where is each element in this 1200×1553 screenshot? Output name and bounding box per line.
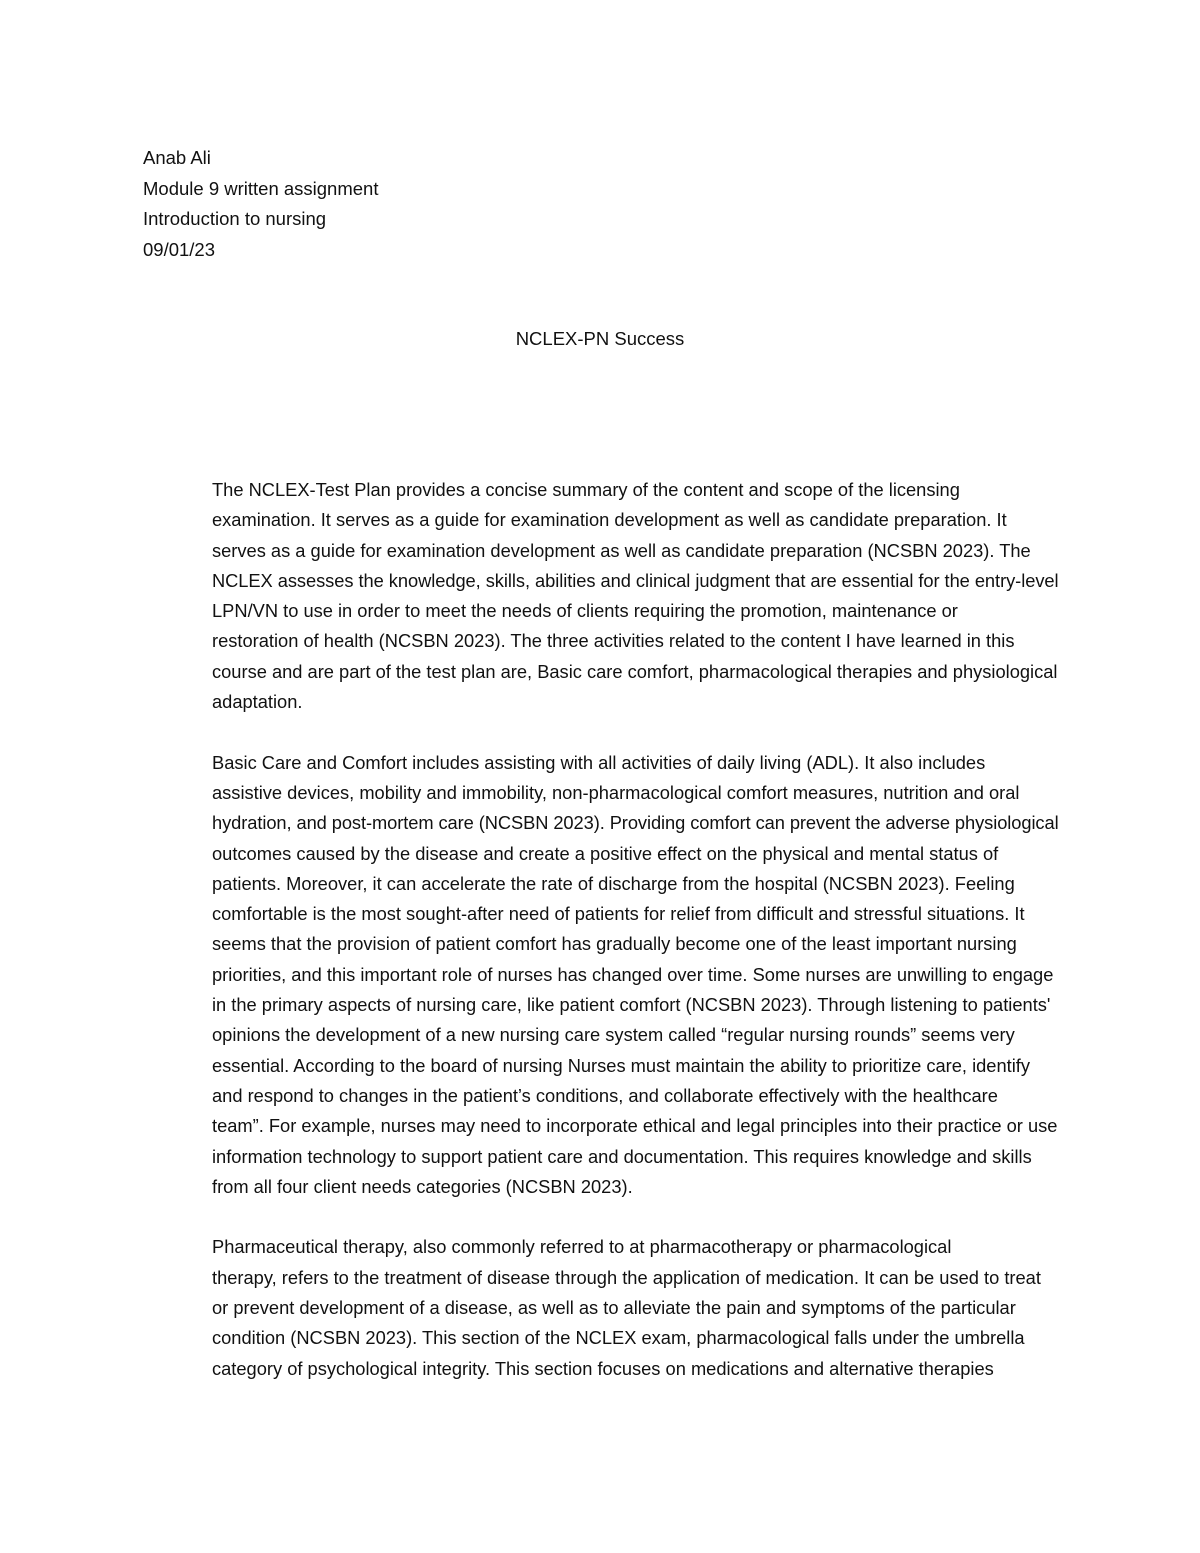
paragraph — [143, 1232, 1059, 1383]
author-name: Anab Ali — [143, 147, 211, 168]
paragraph-line: condition (NCSBN 2023). This section of the NCLEX exam, pharmacological falls under the umbrella — [212, 1327, 1025, 1349]
paragraph-line: adaptation. — [212, 691, 303, 713]
paragraph-line: serves as a guide for examination development as well as candidate preparation (NCSBN 2023). The — [212, 539, 1031, 561]
paragraph-line: assistive devices, mobility and immobility, non-pharmacological comfort measures, nutrition and oral — [212, 781, 1020, 803]
paragraph-line: essential. According to the board of nursing Nurses must maintain the ability to prioritize care, identify — [212, 1054, 1030, 1076]
paragraph-line: restoration of health (NCSBN 2023). The three activities related to the content I have learned in this — [212, 630, 1015, 652]
paragraph-line: NCLEX assesses the knowledge, skills, abilities and clinical judgment that are essential for the entry-level — [212, 569, 1059, 591]
document-header — [143, 143, 378, 265]
paragraph-line: patients. Moreover, it can accelerate the rate of discharge from the hospital (NCSBN 2023). Feeling — [212, 872, 1015, 894]
paragraph-line: hydration, and post-mortem care (NCSBN 2023). Providing comfort can prevent the adverse physiological — [212, 812, 1059, 834]
paragraph — [143, 748, 1059, 1202]
paragraph-line: and respond to changes in the patient’s conditions, and collaborate effectively with the healthcare — [212, 1084, 998, 1106]
paragraph-line: examination. It serves as a guide for examination development as well as candidate preparation. It — [212, 509, 1007, 531]
paragraph — [143, 475, 1059, 717]
paragraph-line: opinions the development of a new nursing care system called “regular nursing rounds” seems very — [212, 1024, 1015, 1046]
paragraph-line: priorities, and this important role of nurses has changed over time. Some nurses are unwilling to engage — [212, 963, 1054, 985]
paragraph-line: seems that the provision of patient comfort has gradually become one of the least important nursing — [212, 933, 1017, 955]
course-name: Introduction to nursing — [143, 208, 327, 229]
document-title: NCLEX-PN Success — [515, 328, 685, 349]
paragraph-line: The NCLEX-Test Plan provides a concise summary of the content and scope of the licensing — [212, 479, 960, 500]
paragraph-line: course and are part of the test plan are, Basic care comfort, pharmacological therapies and physiological — [212, 660, 1058, 682]
paragraph-line: comfortable is the most sought-after need of patients for relief from difficult and stressful situations. It — [212, 903, 1025, 925]
document-date: 09/01/23 — [143, 238, 216, 260]
paragraph-line: information technology to support patient care and documentation. This requires knowledge and skills — [212, 1145, 1032, 1167]
paragraph-line: or prevent development of a disease, as well as to alleviate the pain and symptoms of the particular — [212, 1297, 1016, 1319]
paragraph-line: outcomes caused by the disease and create a positive effect on the physical and mental status of — [212, 842, 999, 864]
paragraph-line: in the primary aspects of nursing care, like patient comfort (NCSBN 2023). Through listening to patients' — [212, 994, 1051, 1016]
paragraph-line: LPN/VN to use in order to meet the needs of clients requiring the promotion, maintenance or — [212, 600, 958, 622]
paragraph-line: category of psychological integrity. This section focuses on medications and alternative therapies — [212, 1357, 994, 1379]
paragraph-line: therapy, refers to the treatment of disease through the application of medication. It can be used to treat — [212, 1266, 1041, 1288]
paragraph-line: Pharmaceutical therapy, also commonly referred to at pharmacotherapy or pharmacological — [212, 1236, 952, 1258]
document-body — [143, 475, 1059, 1414]
assignment-name: Module 9 written assignment — [143, 177, 379, 199]
paragraph-line: Basic Care and Comfort includes assisting with all activities of daily living (ADL). It also includes — [212, 751, 986, 773]
paragraph-line: from all four client needs categories (NCSBN 2023). — [212, 1175, 633, 1197]
paragraph-line: team”. For example, nurses may need to incorporate ethical and legal principles into their practice or use — [212, 1115, 1058, 1137]
